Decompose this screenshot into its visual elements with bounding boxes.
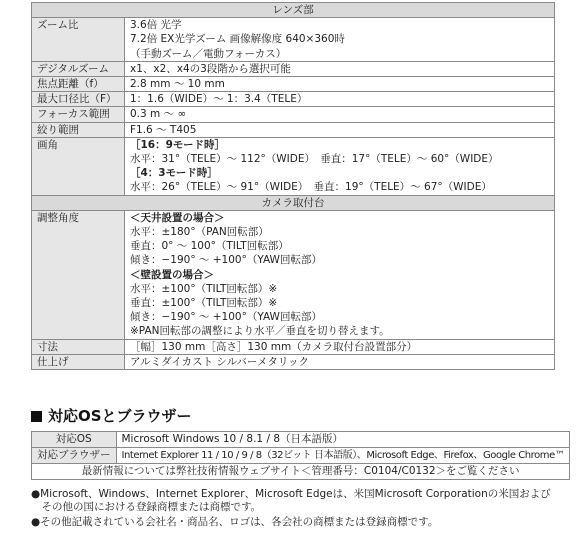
value-line: 傾き：−190° 〜 +100°（YAW回転部）	[130, 254, 322, 267]
spec-table	[31, 2, 555, 370]
os-value: Microsoft Windows 10 / 8.1 / 8（日本語版）	[116, 432, 570, 448]
os-row	[32, 432, 570, 448]
value-subheading: ［16：9モード時］	[130, 138, 225, 151]
value-line: 7.2倍 EX光学ズーム 画像解像度 640×360時	[130, 33, 345, 46]
value-line: 3.6倍 光学	[130, 19, 182, 32]
value-line: 2.8 mm 〜 10 mm	[130, 78, 225, 91]
browser-row	[32, 448, 570, 464]
spec-value	[125, 354, 555, 369]
browser-label: 対応ブラウザー	[32, 448, 117, 464]
spec-value	[125, 210, 555, 339]
value-line: （手動ズーム／電動フォーカス）	[130, 47, 287, 60]
spec-row-iris-range	[32, 122, 555, 137]
spec-value	[125, 77, 555, 92]
value-note: ※PAN回転部の調整により水平／垂直を切り替えます。	[130, 325, 390, 338]
value-line: 水平：±100°（TILT回転部）※	[130, 282, 278, 295]
browser-value-text: Internet Explorer 11 / 10 / 9 / 8（32ビット 日本語版）、Microsoft Edge、Firefox、Google Chrome™	[121, 450, 565, 461]
footnote-trademark-microsoft-line2: その他の国における登録商標または商標です。	[31, 501, 262, 513]
mount-section-title: カメラ取付台	[32, 195, 555, 210]
os-browser-table	[31, 431, 570, 480]
spec-label: 絞り範囲	[32, 122, 125, 137]
value-line: 傾き：−190° 〜 +100°（YAW回転部）	[130, 311, 322, 324]
value-line: 0.3 m 〜 ∞	[130, 108, 187, 121]
spec-label: 画角	[32, 137, 125, 195]
spec-row-focal-length	[32, 77, 555, 92]
os-label: 対応OS	[32, 432, 117, 448]
heading-square-icon	[31, 411, 42, 422]
spec-row-focus-range	[32, 107, 555, 122]
spec-label: 寸法	[32, 339, 125, 354]
spec-row-finish	[32, 354, 555, 369]
value-subheading: ＜天井設置の場合＞	[130, 211, 225, 224]
value-line: F1.6 〜 T405	[130, 123, 197, 136]
footnote-trademark-others: ●その他記載されている会社名・商品名、ロゴは、各会社の商標または登録商標です。	[31, 516, 439, 528]
value-line: 1：1.6（WIDE）〜 1：3.4（TELE）	[130, 93, 308, 106]
os-section-heading	[31, 405, 192, 426]
spec-label: 仕上げ	[32, 354, 125, 369]
value-line: 水平：31°（TELE）〜 112°（WIDE） 垂直：17°（TELE）〜 60°（WIDE）	[130, 153, 499, 166]
spec-value	[125, 339, 555, 354]
spec-label: デジタルズーム	[32, 61, 125, 76]
spec-row-angle-of-view	[32, 137, 555, 195]
value-line: x1、x2、x4の3段階から選択可能	[130, 62, 291, 75]
value-line: アルミダイカスト シルバーメタリック	[130, 355, 309, 368]
spec-value	[125, 137, 555, 195]
footnote-trademark-microsoft-line1: ●Microsoft、Windows、Internet Explorer、Microsoft Edgeは、米国Microsoft Corporationの米国および	[31, 488, 551, 500]
spec-label: フォーカス範囲	[32, 107, 125, 122]
spec-value	[125, 92, 555, 107]
spec-label: 焦点距離（f）	[32, 77, 125, 92]
value-line: ［幅］130 mm［高さ］130 mm（カメラ取付台設置部分）	[130, 340, 418, 353]
spec-row-digital-zoom	[32, 61, 555, 76]
spec-row-aperture-ratio	[32, 92, 555, 107]
value-subheading: ［4：3モード時］	[130, 167, 218, 180]
value-subheading: ＜壁設置の場合＞	[130, 268, 214, 281]
spec-label: 調整角度	[32, 210, 125, 339]
lens-section-header	[32, 3, 555, 18]
spec-label: ズーム比	[32, 18, 125, 62]
value-line: 垂直：±100°（TILT回転部）※	[130, 297, 278, 310]
spec-row-dimensions	[32, 339, 555, 354]
spec-label: 最大口径比（F）	[32, 92, 125, 107]
latest-info-note: 最新情報については弊社技術情報ウェブサイト＜管理番号：C0104/C0132＞をご覧ください	[32, 464, 570, 480]
lens-section-title: レンズ部	[32, 3, 555, 18]
browser-value	[116, 448, 570, 464]
spec-value	[125, 122, 555, 137]
spec-row-zoom-ratio	[32, 18, 555, 62]
spec-row-adjustment-angle	[32, 210, 555, 339]
value-line: 水平：±180°（PAN回転部）	[130, 226, 269, 239]
spec-value	[125, 18, 555, 62]
os-section-heading-text: 対応OSとブラウザー	[48, 407, 192, 425]
mount-section-header	[32, 195, 555, 210]
value-line: 垂直：0° 〜 100°（TILT回転部）	[130, 240, 289, 253]
value-line: 水平：26°（TELE）〜 91°（WIDE） 垂直：19°（TELE）〜 67°（WIDE）	[130, 181, 492, 194]
spec-value	[125, 61, 555, 76]
spec-value	[125, 107, 555, 122]
latest-info-row	[32, 464, 570, 480]
